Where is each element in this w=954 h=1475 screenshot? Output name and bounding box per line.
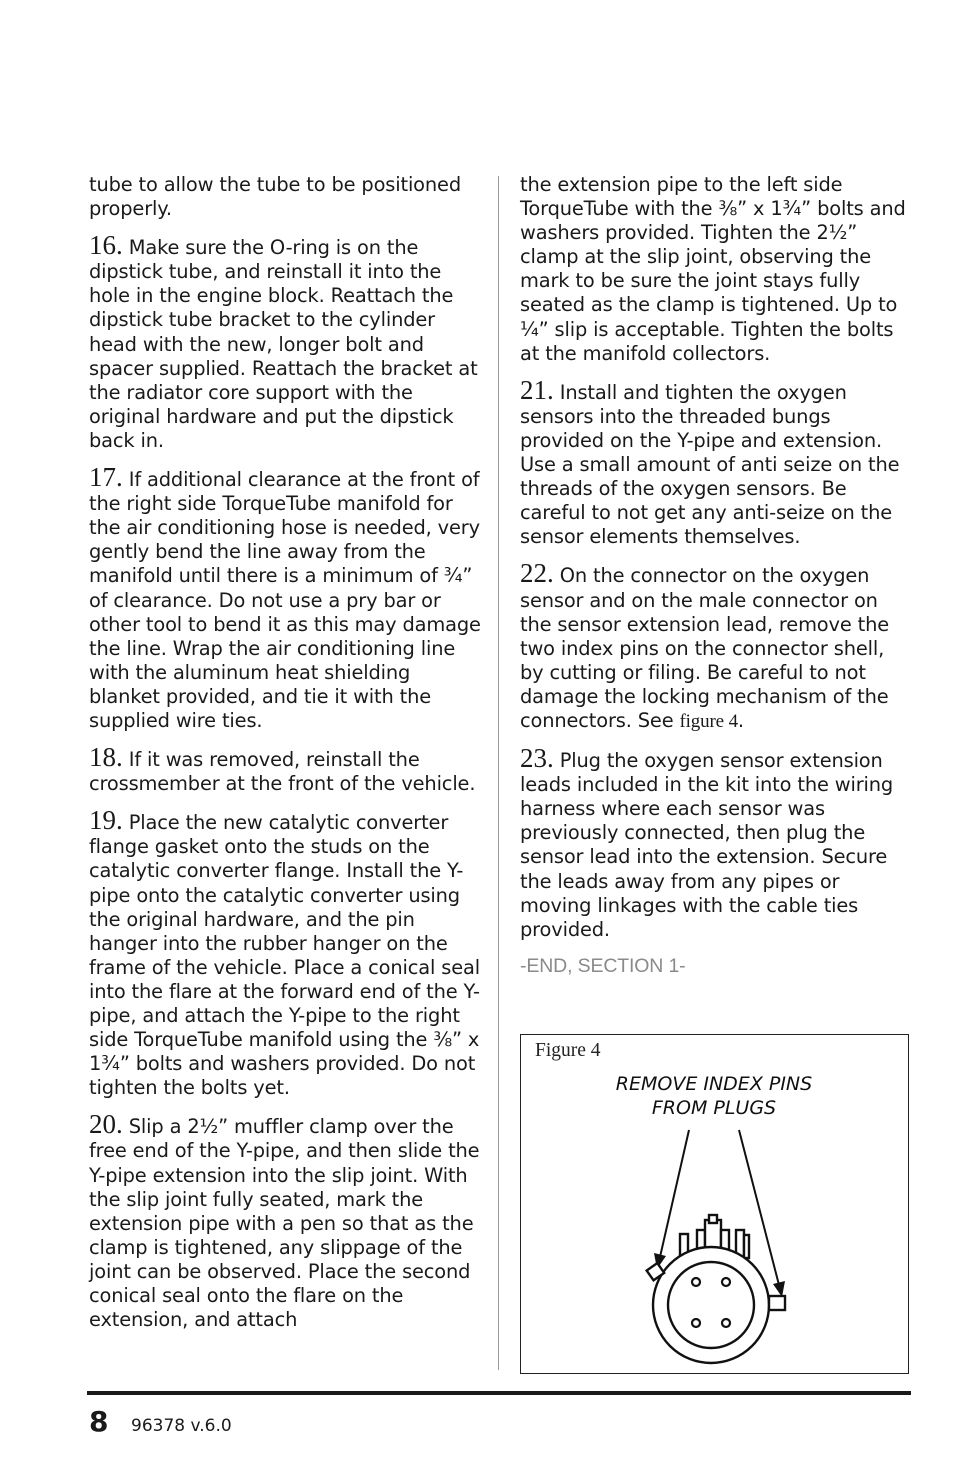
footer-rule xyxy=(87,1391,911,1395)
step-number: 17. xyxy=(89,462,123,493)
page-number: 8 xyxy=(89,1405,109,1438)
column-divider xyxy=(498,176,499,1370)
connector-illustration xyxy=(521,1035,907,1372)
step-text-tail: . xyxy=(737,708,744,732)
left-column xyxy=(89,173,481,1344)
figure-caption-line-1: REMOVE INDEX PINS xyxy=(615,1073,813,1095)
step-19 xyxy=(89,805,481,1100)
step-number: 20. xyxy=(89,1109,123,1140)
connector-shell xyxy=(647,1215,785,1363)
intro-paragraph: tube to allow the tube to be positioned properly. xyxy=(89,173,461,221)
document-version: 96378 v.6.0 xyxy=(131,1416,232,1436)
step-text: Make sure the O-ring is on the dipstick tube, and reinstall it into the hole in the engine block. Reattach the dipstick tube bracket to the cylinder head with the new, longer bolt and spacer supplied. Reattach the bracket at the radiator core support with the original hardware and put the dipstick back in. xyxy=(89,236,478,452)
step-number: 22. xyxy=(520,558,554,589)
step-text: Place the new catalytic converter flange gasket onto the studs on the catalytic converter flange. Install the Y-pipe onto the catalytic converter using the original hardware, and the pin hanger into the rubber hanger on the frame of the vehicle. Place a conical seal into the flare at the forward end of the Y-pipe, and attach the Y-pipe to the right side TorqueTube manifold using the ⅜” x 1¾” bolts and washers provided. Do not tighten the bolts yet. xyxy=(89,811,480,1100)
step-16 xyxy=(89,230,481,453)
step-21 xyxy=(520,374,912,550)
step-text: If additional clearance at the front of the right side TorqueTube manifold for the air conditioning hose is needed, very gently bend the line away from the manifold until there is a minimum of ¾” of clearance. Do not use a pry bar or other tool to bend it as this may damage the line. Wrap the air conditioning line with the aluminum heat shielding blanket provided, and tie it with the supplied wire ties. xyxy=(89,468,481,732)
step-number: 18. xyxy=(89,742,123,773)
step-number: 21. xyxy=(520,374,554,405)
step-17 xyxy=(89,462,481,733)
step-number: 16. xyxy=(89,230,123,261)
figure-4 xyxy=(520,1034,909,1374)
step-text: If it was removed, reinstall the crossmember at the front of the vehicle. xyxy=(89,748,476,796)
right-column xyxy=(520,173,912,990)
step-text: Install and tighten the oxygen sensors into the threaded bungs provided on the Y-pipe and extension. Use a small amount of anti seize on the threads of the oxygen sensors. Be careful to not get any anti-seize on the sensor elements themselves. xyxy=(520,380,900,549)
step-18 xyxy=(89,742,481,796)
figure-caption-line-2: FROM PLUGS xyxy=(651,1097,777,1119)
end-section-marker: -END, SECTION 1- xyxy=(520,954,686,977)
figure-reference: figure 4 xyxy=(679,710,738,732)
step-22 xyxy=(520,558,912,734)
figure-label: Figure 4 xyxy=(535,1040,601,1061)
step-23 xyxy=(520,743,912,942)
step-20 xyxy=(89,1109,481,1332)
continued-paragraph: the extension pipe to the left side TorqueTube with the ⅜” x 1¾” bolts and washers provided. Tighten the 2½” clamp at the slip joint, observing the mark to be sure the joint stays fully seated as the clamp is tightened. Up to ¼” slip is acceptable. Tighten the bolts at the manifold collectors. xyxy=(520,173,906,365)
step-number: 23. xyxy=(520,743,554,774)
step-text: Plug the oxygen sensor extension leads included in the kit into the wiring harness where each sensor was previously connected, then plug the sensor lead into the extension. Secure the leads away from any pipes or moving linkages with the cable ties provided. xyxy=(520,749,894,941)
step-number: 19. xyxy=(89,805,123,836)
step-text: Slip a 2½” muffler clamp over the free end of the Y-pipe, and then slide the Y-pipe extension into the slip joint. With the slip joint fully seated, mark the extension pipe with a pen so that as the clamp is tightened, any slippage of the joint can be observed. Place the second conical seal onto the flare on the extension, and attach xyxy=(89,1115,480,1332)
step-text: On the connector on the oxygen sensor and on the male connector on the sensor extension lead, remove the two index pins on the connector shell, by cutting or filing. Be careful to not damage the locking mechanism of the connectors. See xyxy=(520,564,890,732)
